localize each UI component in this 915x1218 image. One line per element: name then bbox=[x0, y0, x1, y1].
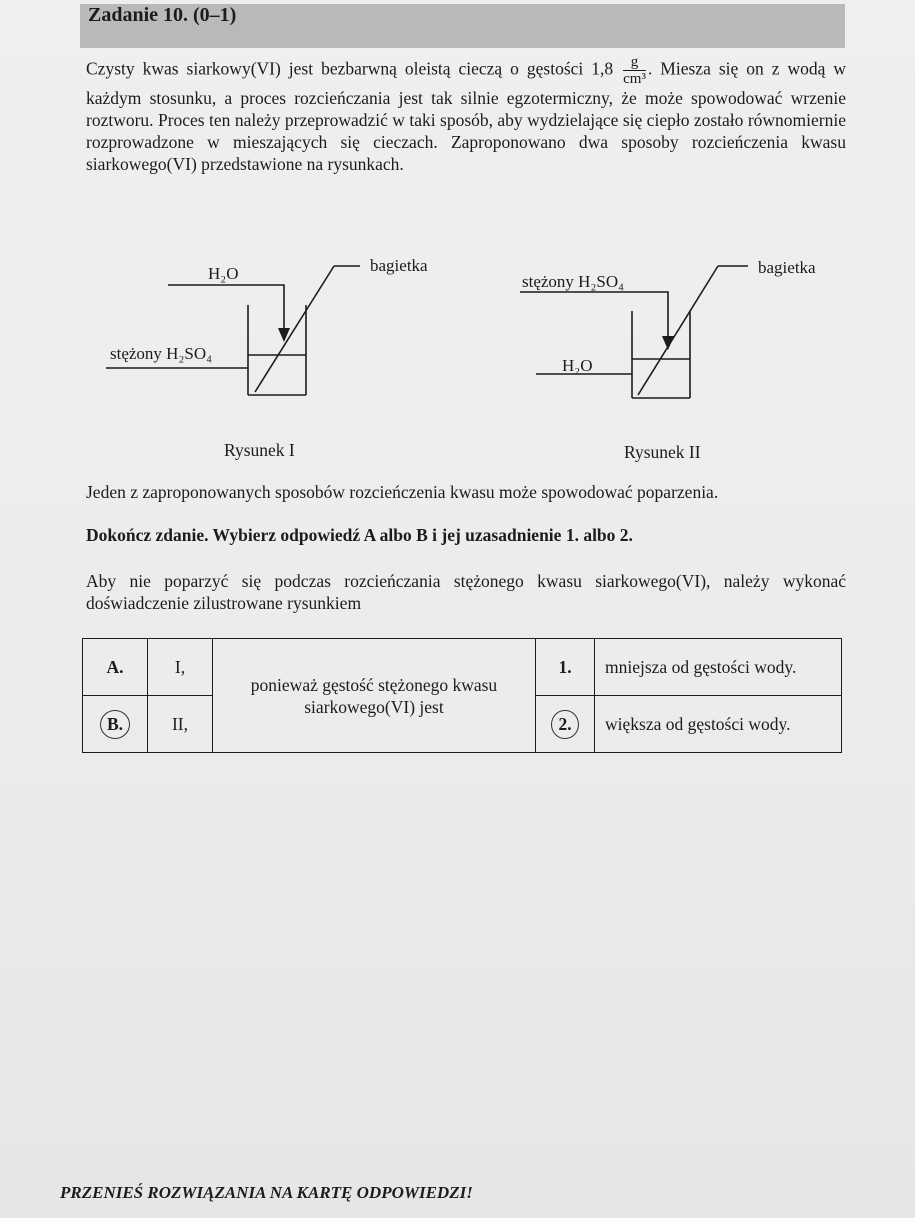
figure-1-caption: Rysunek I bbox=[224, 440, 295, 460]
fraction-numerator: g bbox=[623, 54, 646, 71]
statement-text: Jeden z zaproponowanych sposobów rozcieńczenia kwasu może spowodować poparzenia. bbox=[86, 482, 719, 502]
figure-2-water-label: H₂O bbox=[562, 356, 593, 375]
figure-1-acid-label: stężony H₂SO₄ bbox=[110, 344, 213, 363]
figure-2-rod-label: bagietka bbox=[758, 258, 816, 277]
option-2-number[interactable] bbox=[536, 696, 595, 753]
answer-table bbox=[82, 638, 842, 753]
fraction-denominator: cm³ bbox=[623, 71, 646, 87]
option-2-circled-mark: 2. bbox=[551, 710, 578, 739]
figure-2-caption: Rysunek II bbox=[624, 442, 701, 462]
justification-stem: ponieważ gęstość stężonego kwasu siarkowego(VI) jest bbox=[213, 639, 536, 753]
intro-text-end: . Miesza się on z wodą w każdym stosunku, a proces rozcieńczania jest tak silnie egzotermiczny, że może spowodować wrzenie roztworu. Proces ten należy przeprowadzić w taki sposób, aby wydzielające się ciepło zostało równomiernie rozprowadzone w mieszających się cieczach. Zaproponowano dwa sposoby rozcieńczenia kwasu siarkowego(VI) przedstawione na rysunkach. bbox=[86, 58, 846, 174]
question-text: Aby nie poparzyć się podczas rozcieńczania stężonego kwasu siarkowego(VI), należy wykonać doświadczenie zilustrowane rysunkiem bbox=[86, 571, 846, 613]
option-a-figure: I, bbox=[148, 639, 213, 696]
instruction-text: Dokończ zdanie. Wybierz odpowiedź A albo B i jej uzasadnienie 1. albo 2. bbox=[86, 525, 633, 545]
option-b-figure: II, bbox=[148, 696, 213, 753]
figure-1-water-pointer bbox=[168, 285, 284, 330]
footer-note: PRZENIEŚ ROZWIĄZANIA NA KARTĘ ODPOWIEDZI! bbox=[60, 1183, 473, 1202]
figure-1-water-label: H₂O bbox=[208, 264, 239, 283]
option-1-number[interactable]: 1. bbox=[536, 639, 595, 696]
option-b-letter[interactable] bbox=[83, 696, 148, 753]
option-a-letter[interactable]: A. bbox=[83, 639, 148, 696]
option-1-text: mniejsza od gęstości wody. bbox=[595, 639, 842, 696]
option-2-text: większa od gęstości wody. bbox=[595, 696, 842, 753]
task-title: Zadanie 10. (0–1) bbox=[88, 4, 237, 26]
figure-2-glass-rod bbox=[638, 266, 718, 395]
option-b-circled-mark: B. bbox=[100, 710, 130, 739]
figure-1-rod-label: bagietka bbox=[370, 256, 428, 275]
intro-text-start: Czysty kwas siarkowy(VI) jest bezbarwną oleistą cieczą o gęstości 1,8 bbox=[86, 58, 614, 79]
figure-2-arrow-head bbox=[662, 336, 674, 350]
figure-2-acid-pointer bbox=[520, 292, 668, 338]
figure-1-diagram bbox=[0, 0, 915, 480]
figure-2-acid-label: stężony H₂SO₄ bbox=[522, 272, 625, 291]
answer-row-a bbox=[83, 639, 842, 696]
